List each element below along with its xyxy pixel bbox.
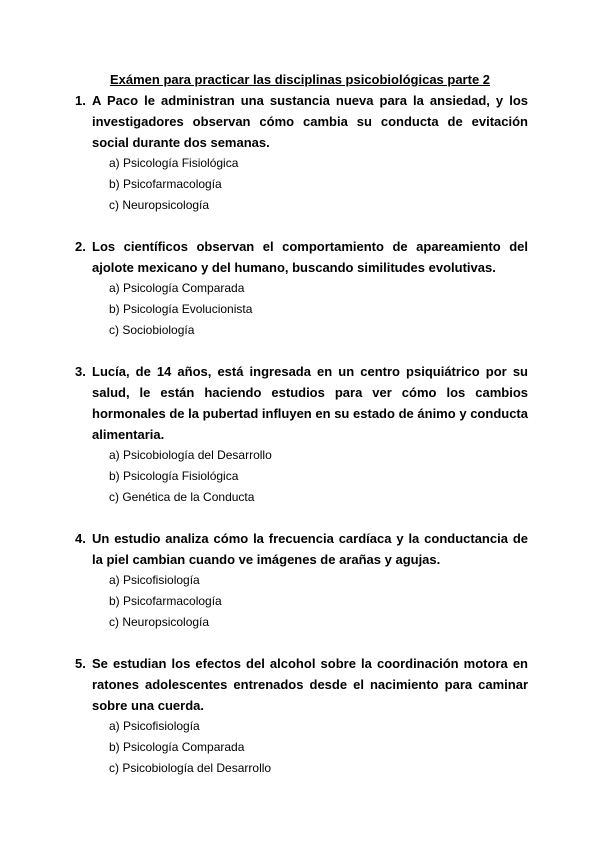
question-3 xyxy=(75,361,528,508)
option-list xyxy=(92,153,528,216)
option-list xyxy=(92,570,528,633)
question-text: Un estudio analiza cómo la frecuencia cardíaca y la conductancia de la piel cambian cuando ve imágenes de arañas y agujas. xyxy=(92,531,528,567)
option-c: c) Genética de la Conducta xyxy=(109,490,255,504)
question-text: Los científicos observan el comportamiento de apareamiento del ajolote mexicano y del humano, buscando similitudes evolutivas. xyxy=(92,239,528,275)
option-list xyxy=(92,445,528,508)
question-2 xyxy=(75,236,528,341)
option-b: b) Psicofarmacología xyxy=(109,177,222,191)
option-c: c) Neuropsicología xyxy=(109,615,210,629)
question-number: 1. xyxy=(75,93,86,108)
question-text: Se estudian los efectos del alcohol sobre la coordinación motora en ratones adolescentes entrenados desde el nacimiento para caminar sobre una cuerda. xyxy=(92,656,528,713)
option-b: b) Psicología Fisiológica xyxy=(109,469,239,483)
question-number: 3. xyxy=(75,364,86,379)
option-list xyxy=(92,716,528,779)
option-a: a) Psicofisiología xyxy=(109,573,200,587)
option-c: c) Sociobiología xyxy=(109,323,195,337)
option-a: a) Psicología Comparada xyxy=(109,281,245,295)
question-4 xyxy=(75,528,528,633)
question-number: 5. xyxy=(75,656,86,671)
question-number: 4. xyxy=(75,531,86,546)
option-a: a) Psicobiología del Desarrollo xyxy=(109,448,272,462)
question-number: 2. xyxy=(75,239,86,254)
option-a: a) Psicofisiología xyxy=(109,719,200,733)
question-5 xyxy=(75,653,528,779)
option-c: c) Psicobiología del Desarrollo xyxy=(109,761,272,775)
page-title: Exámen para practicar las disciplinas psicobiológicas parte 2 xyxy=(109,72,491,87)
option-b: b) Psicología Comparada xyxy=(109,740,245,754)
option-b: b) Psicología Evolucionista xyxy=(109,302,253,316)
question-1 xyxy=(75,90,528,216)
option-a: a) Psicología Fisiológica xyxy=(109,156,239,170)
option-list xyxy=(92,278,528,341)
option-b: b) Psicofarmacología xyxy=(109,594,222,608)
question-text: A Paco le administran una sustancia nueva para la ansiedad, y los investigadores observan cómo cambia su conducta de evitación social durante dos semanas. xyxy=(92,93,528,150)
question-text: Lucía, de 14 años, está ingresada en un centro psiquiátrico por su salud, le están haciendo estudios para ver cómo los cambios hormonales de la pubertad influyen en su estado de ánimo y conducta alimentaria. xyxy=(92,364,528,442)
option-c: c) Neuropsicología xyxy=(109,198,210,212)
